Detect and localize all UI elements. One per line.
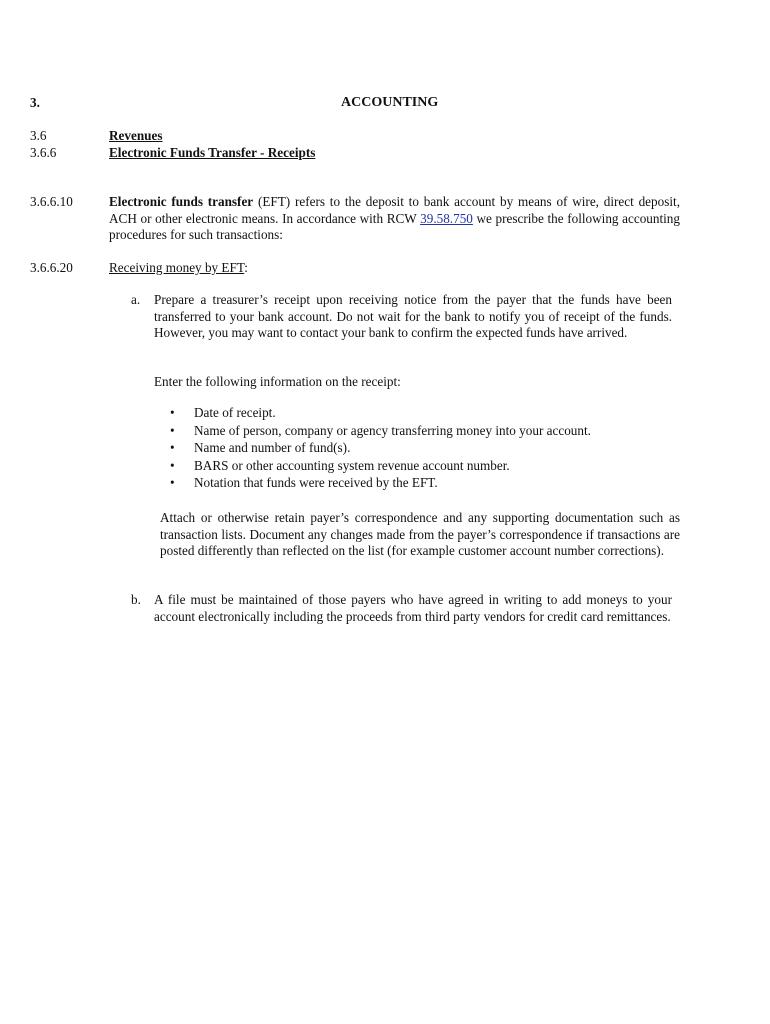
eft-definition-text-end: we prescribe the following accounting procedures for such transactions: — [109, 210, 680, 242]
list-item — [170, 405, 591, 423]
item-a-marker: a. — [131, 292, 141, 307]
bullet-text: Name of person, company or agency transferring money into your account. — [194, 422, 591, 438]
section-title-eft-receipts: Electronic Funds Transfer - Receipts — [109, 145, 316, 160]
bullet-dot: • — [170, 422, 175, 438]
bullet-text: Name and number of fund(s). — [194, 440, 351, 455]
list-item — [170, 423, 591, 441]
rcw-link[interactable]: 39.58.750 — [420, 210, 473, 226]
para-number-3-6-6-20: 3.6.6.20 — [30, 260, 73, 275]
receiving-heading-colon: : — [244, 260, 248, 275]
eft-term: Electronic funds transfer — [109, 194, 254, 209]
item-b-marker: b. — [131, 592, 141, 607]
item-b-text: A file must be maintained of those payers who have agreed in writing to add moneys to your account electronically including the proceeds from third party vendors for credit card remittances. — [154, 592, 672, 624]
receipt-info-list — [170, 405, 591, 493]
bullet-dot: • — [170, 457, 175, 473]
bullet-dot: • — [170, 475, 175, 490]
item-a-text: Prepare a treasurer’s receipt upon receiving notice from the payer that the funds have been transferred to your bank account. Do not wait for the bank to notify you of receipt of the funds. However, you may want to contact your bank to confirm the expected funds have arrived. — [154, 292, 672, 340]
section-number-3-6: 3.6 — [30, 128, 47, 143]
bullet-dot: • — [170, 440, 175, 455]
para-receiving-heading — [109, 260, 248, 277]
chapter-title: ACCOUNTING — [341, 95, 439, 110]
bullet-text: Notation that funds were received by the EFT. — [194, 475, 438, 490]
list-item — [170, 458, 591, 476]
list-item — [170, 475, 591, 493]
bullet-text: Date of receipt. — [194, 405, 276, 420]
chapter-number: 3. — [30, 95, 40, 110]
section-title-revenues: Revenues — [109, 128, 163, 143]
enter-info-text: Enter the following information on the receipt: — [154, 374, 401, 389]
bullet-text: BARS or other accounting system revenue account number. — [194, 457, 510, 473]
list-item — [170, 440, 591, 458]
para-eft-definition — [109, 194, 680, 244]
receiving-heading-text: Receiving money by EFT — [109, 260, 245, 275]
section-number-3-6-6: 3.6.6 — [30, 145, 57, 160]
para-number-3-6-6-10: 3.6.6.10 — [30, 194, 73, 209]
bullet-dot: • — [170, 405, 175, 420]
eft-definition-text: (EFT) refers to the deposit to bank account by means of wire, direct deposit, ACH or other electronic means. In accordance with RCW — [109, 194, 680, 226]
attach-documentation-text: Attach or otherwise retain payer’s correspondence and any supporting documentation such as transaction lists. Document any changes made from the payer’s correspondence if transactions are posted differently than reflected on the list (for example customer account number corrections). — [160, 510, 680, 558]
